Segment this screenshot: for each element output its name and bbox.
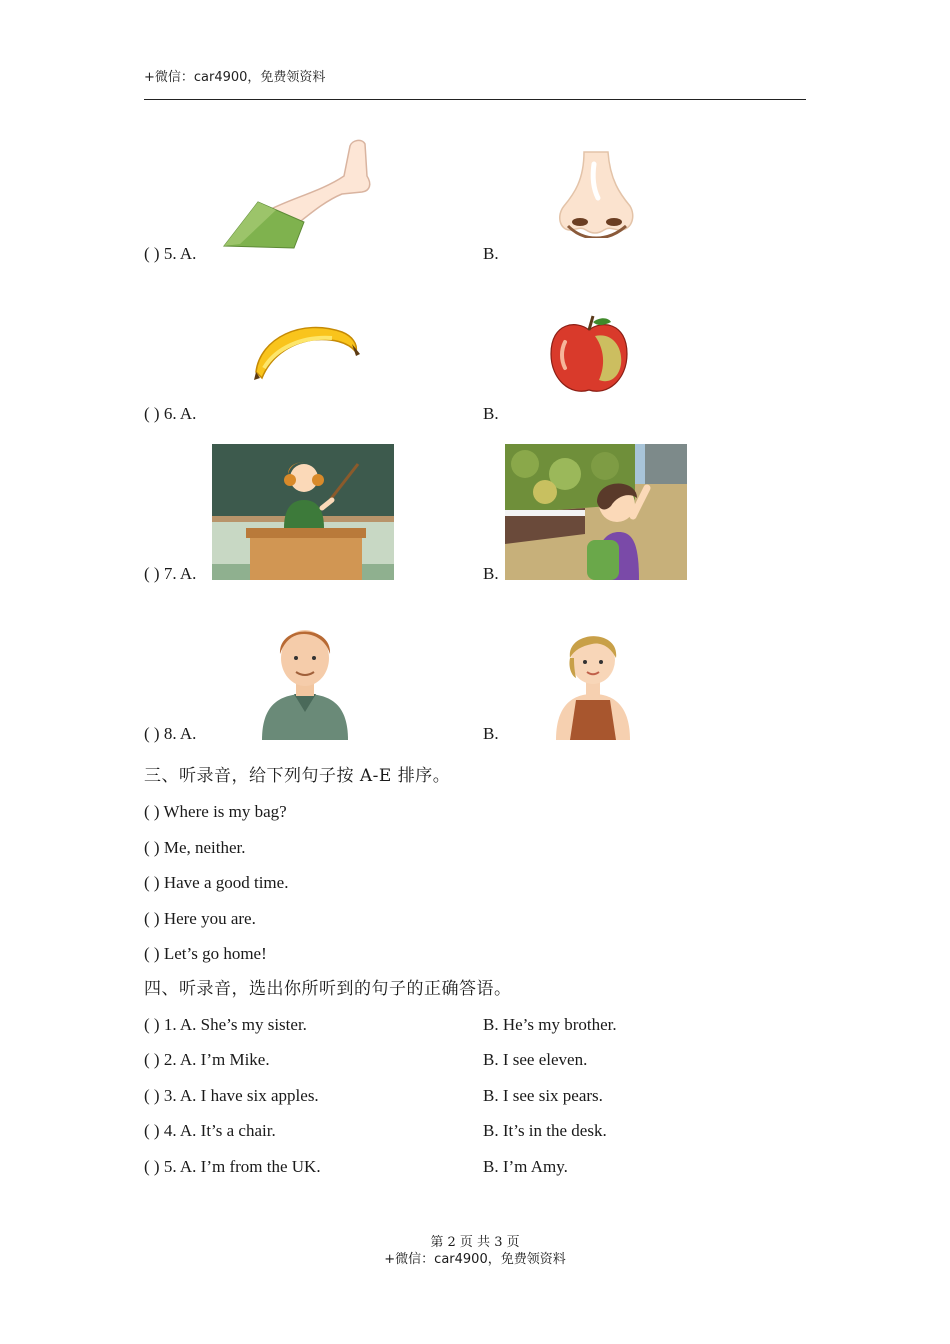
footer-page-number: 第 2 页 共 3 页 [430, 1235, 520, 1250]
section-4-option-b: B. It’s in the desk. [483, 1121, 607, 1140]
section-4-option-b: B. I see six pears. [483, 1086, 603, 1105]
nose-picture [558, 150, 638, 238]
section-4-option-a: ( ) 3. A. I have six apples. [144, 1086, 319, 1105]
header-rule [144, 99, 806, 100]
question-8-label: ( ) 8. A. [144, 724, 197, 743]
section-3-item: ( ) Me, neither. [144, 838, 246, 857]
section-4-option-a: ( ) 5. A. I’m from the UK. [144, 1157, 321, 1176]
header-note: +微信：car4900，免费领资料 [144, 70, 326, 85]
section-3-item: ( ) Where is my bag? [144, 802, 287, 821]
woman-picture [550, 624, 636, 740]
leg-picture [222, 136, 372, 251]
section-4-option-b: B. He’s my brother. [483, 1015, 617, 1034]
man-picture [258, 620, 352, 740]
footer-note: +微信：car4900，免费领资料 [384, 1252, 566, 1267]
question-6-b-label: B. [483, 404, 499, 423]
question-8-b-label: B. [483, 724, 499, 743]
apple-picture [547, 314, 631, 396]
section-4-option-b: B. I’m Amy. [483, 1157, 568, 1176]
section-4-option-a: ( ) 1. A. She’s my sister. [144, 1015, 307, 1034]
section-3-item: ( ) Let’s go home! [144, 944, 267, 963]
section-3-title: 三、听录音，给下列句子按 A-E 排序。 [144, 766, 451, 786]
section-4-option-b: B. I see eleven. [483, 1050, 588, 1069]
question-5-b-label: B. [483, 244, 499, 263]
student-picture [505, 444, 687, 580]
question-6-label: ( ) 6. A. [144, 404, 197, 423]
section-4-option-a: ( ) 4. A. It’s a chair. [144, 1121, 276, 1140]
section-3-item: ( ) Here you are. [144, 909, 256, 928]
teacher-picture [212, 444, 394, 580]
question-5-label: ( ) 5. A. [144, 244, 197, 263]
question-7-label: ( ) 7. A. [144, 564, 197, 583]
section-4-option-a: ( ) 2. A. I’m Mike. [144, 1050, 270, 1069]
question-7-b-label: B. [483, 564, 499, 583]
banana-picture [252, 318, 362, 382]
section-4-title: 四、听录音，选出你所听到的句子的正确答语。 [144, 979, 512, 999]
section-3-item: ( ) Have a good time. [144, 873, 289, 892]
